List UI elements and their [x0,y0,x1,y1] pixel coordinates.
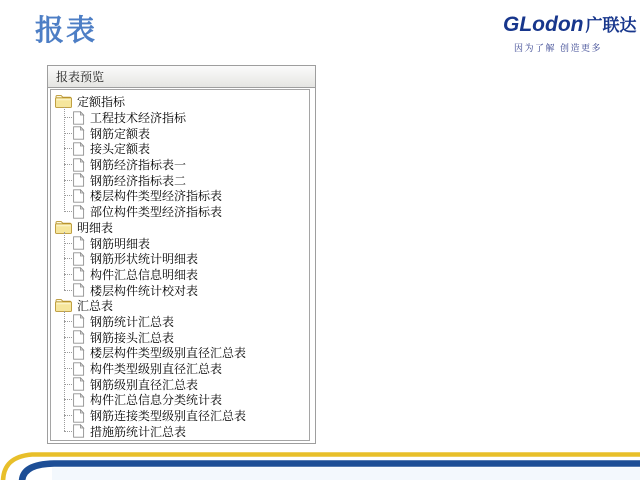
tree-leaf-row[interactable] [64,329,309,345]
document-icon [72,111,85,125]
tree-leaf-label: 构件类型级别直径汇总表 [90,362,223,377]
tree-leaf-row[interactable] [64,267,309,283]
footer-swoosh-decoration [0,428,640,480]
tree-leaf-label: 楼层构件类型经济指标表 [90,189,223,204]
document-icon [72,236,85,250]
report-tree[interactable] [50,89,310,441]
panel-title: 报表预览 [56,70,105,84]
document-icon [72,409,85,423]
tree-group [55,220,309,298]
tree-folder-row[interactable] [55,220,309,236]
tree-leaf-label: 钢筋经济指标表二 [90,173,187,188]
report-preview-panel [47,65,316,444]
tree-folder-label: 汇总表 [77,299,114,314]
tree-leaf-row[interactable] [64,125,309,141]
tree-leaf-row[interactable] [64,157,309,173]
tree-folder-label: 定额指标 [77,95,126,110]
tree-leaf-row[interactable] [64,172,309,188]
logo-tagline: 因为了解 创造更多 [514,43,603,53]
tree-leaf-row[interactable] [64,282,309,298]
tree-leaf-label: 楼层构件统计校对表 [90,283,199,298]
tree-leaf-label: 工程技术经济指标 [90,111,187,126]
tree-children [64,110,309,220]
document-icon [72,205,85,219]
tree-leaf-label: 钢筋统计汇总表 [90,314,175,329]
tree-leaf-row[interactable] [64,141,309,157]
tree-leaf-label: 钢筋形状统计明细表 [90,252,199,267]
tree-leaf-label: 接头定额表 [90,142,151,157]
tree-leaf-label: 钢筋接头汇总表 [90,330,175,345]
tree-leaf-label: 构件汇总信息分类统计表 [90,393,223,408]
tree-leaf-row[interactable] [64,376,309,392]
tree-leaf-row[interactable] [64,204,309,220]
document-icon [72,377,85,391]
tree-leaf-label: 钢筋经济指标表一 [90,158,187,173]
tree-folder-row[interactable] [55,298,309,314]
document-icon [72,142,85,156]
tree-leaf-label: 措施筋统计汇总表 [90,424,187,439]
document-icon [72,252,85,266]
tree-leaf-label: 构件汇总信息明细表 [90,267,199,282]
document-icon [72,393,85,407]
tree-leaf-row[interactable] [64,345,309,361]
document-icon [72,314,85,328]
glodon-logo [503,11,635,54]
tree-folder-label: 明细表 [77,220,114,235]
document-icon [72,173,85,187]
tree-leaf-row[interactable] [64,110,309,126]
tree-children [64,314,309,440]
tree-leaf-label: 楼层构件类型级别直径汇总表 [90,346,247,361]
logo-brand-cn-text: 广联达 [585,16,637,35]
tree-leaf-row[interactable] [64,235,309,251]
tree-leaf-label: 钢筋级别直径汇总表 [90,377,199,392]
document-icon [72,126,85,140]
tree-leaf-label: 钢筋定额表 [90,126,151,141]
document-icon [72,267,85,281]
logo-brand-text: GLodon [503,13,584,36]
tree-folder-row[interactable] [55,94,309,110]
document-icon [72,362,85,376]
tree-leaf-row[interactable] [64,408,309,424]
page-title: 报表 [35,15,98,47]
document-icon [72,158,85,172]
panel-titlebar [48,66,315,88]
tree-group [55,94,309,220]
tree-leaf-row[interactable] [64,251,309,267]
tree-leaf-row[interactable] [64,314,309,330]
document-icon [72,189,85,203]
tree-children [64,235,309,298]
tree-leaf-label: 部位构件类型经济指标表 [90,205,223,220]
document-icon [72,346,85,360]
tree-leaf-label: 钢筋连接类型级别直径汇总表 [90,409,247,424]
tree-leaf-row[interactable] [64,188,309,204]
tree-leaf-label: 钢筋明细表 [90,236,151,251]
document-icon [72,283,85,297]
tree-group [55,298,309,439]
tree-leaf-row[interactable] [64,361,309,377]
tree-leaf-row[interactable] [64,392,309,408]
document-icon [72,330,85,344]
